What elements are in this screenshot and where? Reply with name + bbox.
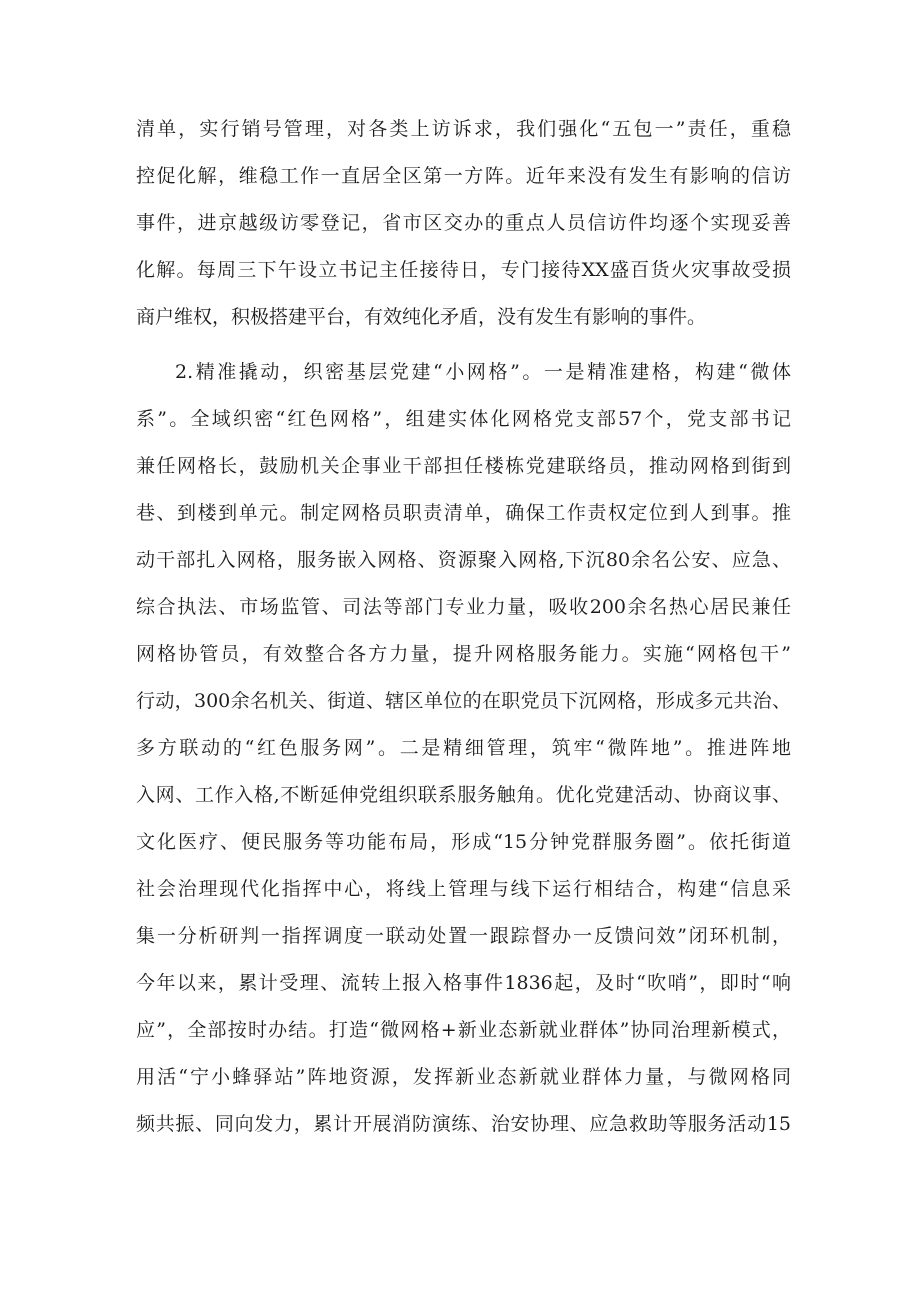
text-line: 清单，实行销号管理，对各类上访诉求，我们强化“五包一”责任，重稳 <box>136 118 791 140</box>
text-line: 控促化解，维稳工作一直居全区第一方阵。近年来没有发生有影响的信访 <box>136 165 791 187</box>
text-line: 兼任网格长，鼓励机关企事业干部担任楼栋党建联络员，推动网格到街到 <box>136 455 791 477</box>
text-line: 文化医疗、便民服务等功能布局，形成“15分钟党群服务圈”。依托街道 <box>136 831 791 853</box>
text-line: 入网、工作入格,不断延伸党组织联系服务触角。优化党建活动、协商议事、 <box>136 784 791 806</box>
text-line: 巷、到楼到单元。制定网格员职责清单，确保工作责权定位到人到事。推 <box>136 502 791 524</box>
text-line: 系”。全域织密“红色网格”，组建实体化网格党支部57个，党支部书记 <box>136 408 791 430</box>
text-line: 今年以来，累计受理、流转上报入格事件1836起，及时“吹哨”，即时“响 <box>136 972 791 994</box>
paragraph-first-line: 2.精准撬动，织密基层党建“小网格”。一是精准建格，构建“微体 <box>175 361 791 383</box>
text-line: 集一分析研判一指挥调度一联动处置一跟踪督办一反馈问效”闭环机制， <box>136 925 791 947</box>
text-line: 动干部扎入网格，服务嵌入网格、资源聚入网格,下沉80余名公安、应急、 <box>136 549 791 571</box>
text-line: 用活“宁小蜂驿站”阵地资源，发挥新业态新就业群体力量，与微网格同 <box>136 1066 791 1088</box>
text-line: 事件，进京越级访零登记，省市区交办的重点人员信访件均逐个实现妥善 <box>136 212 791 234</box>
text-line: 多方联动的“红色服务网”。二是精细管理，筑牢“微阵地”。推进阵地 <box>136 737 791 759</box>
text-line: 化解。每周三下午设立书记主任接待日，专门接待XX盛百货火灾事故受损 <box>136 259 791 281</box>
text-line: 应”，全部按时办结。打造“微网格+新业态新就业群体”协同治理新模式， <box>136 1019 791 1041</box>
text-line: 频共振、同向发力，累计开展消防演练、治安协理、应急救助等服务活动15 <box>136 1113 791 1135</box>
text-line: 网格协管员，有效整合各方力量，提升网格服务能力。实施“网格包干” <box>136 643 791 665</box>
text-line: 综合执法、市场监管、司法等部门专业力量，吸收200余名热心居民兼任 <box>136 596 791 618</box>
text-line: 行动，300余名机关、街道、辖区单位的在职党员下沉网格，形成多元共治、 <box>136 690 791 712</box>
text-line: 社会治理现代化指挥中心，将线上管理与线下运行相结合，构建“信息采 <box>136 878 791 900</box>
text-line: 商户维权，积极搭建平台，有效纯化矛盾，没有发生有影响的事件。 <box>136 306 707 328</box>
